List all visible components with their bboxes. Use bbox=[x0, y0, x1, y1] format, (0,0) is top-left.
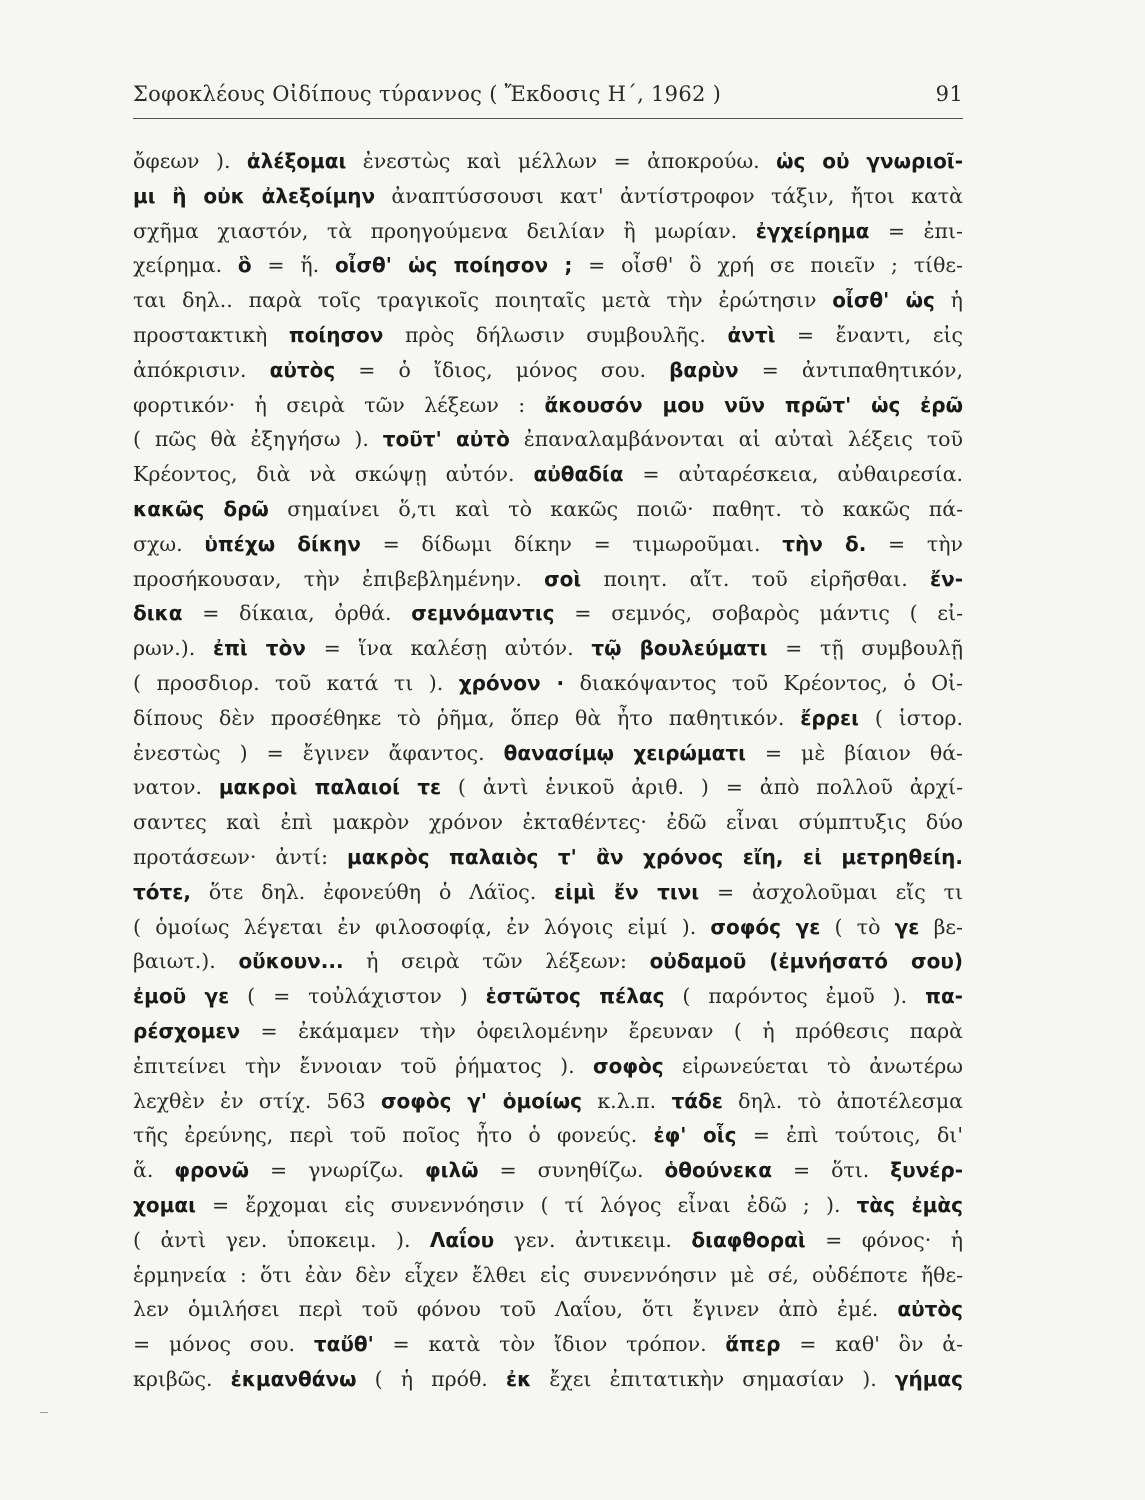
text-line bbox=[133, 1292, 963, 1327]
lemma: σοφός γε bbox=[710, 914, 821, 939]
text-line bbox=[133, 144, 963, 179]
lemma: σοφὸς bbox=[593, 1053, 664, 1078]
gloss: = ἀντιπαθητικόν, bbox=[738, 357, 963, 382]
text-line bbox=[133, 283, 963, 318]
gloss: ἡ σειρὰ τῶν λέξεων: bbox=[343, 949, 650, 974]
lemma: ὁθούνεκα bbox=[664, 1158, 772, 1183]
lemma: ἀλέξομαι bbox=[246, 149, 347, 173]
text-line bbox=[133, 631, 963, 666]
text-line bbox=[133, 1188, 963, 1223]
gloss: ( προσδιορ. τοῦ κατά τι ). bbox=[133, 670, 459, 695]
lemma: χρόνον · bbox=[458, 670, 565, 695]
gloss: ( ὁμοίως λέγεται ἐν φιλοσοφίᾳ, ἐν λόγοις εἰμί ). bbox=[133, 914, 711, 939]
lemma: εἰμὶ ἔν τινι bbox=[554, 879, 700, 904]
lemma: ἐκ bbox=[505, 1366, 532, 1391]
text-line bbox=[133, 805, 963, 840]
text-line bbox=[133, 596, 963, 631]
lemma: ποίησον bbox=[288, 322, 384, 347]
gloss: = ἐπὶ τούτοις, δι' bbox=[736, 1123, 963, 1148]
text-line bbox=[133, 1049, 963, 1084]
lemma: οὐδαμοῦ (ἐμνήσατό σου) bbox=[649, 949, 963, 974]
gloss: = ἵνα καλέσῃ αὐτόν. bbox=[305, 636, 592, 661]
gloss: = καθ' ὃν ἀ- bbox=[780, 1332, 963, 1357]
lemma: τάδε bbox=[671, 1088, 723, 1113]
gloss: = τῇ συμβουλῇ bbox=[767, 636, 963, 661]
gloss: ρων.). bbox=[133, 636, 213, 661]
gloss: ἀναπτύσσουσι κατ' ἀντίστροφον τάξιν, ἤτοι κατὰ bbox=[375, 183, 963, 208]
gloss: = ἥ. bbox=[251, 253, 335, 278]
text-line bbox=[133, 736, 963, 771]
lemma: σοὶ bbox=[544, 566, 582, 591]
lemma: οἶσθ' ὡς ποίησον ; bbox=[334, 253, 573, 278]
gloss: προτάσεων· ἀντί: bbox=[133, 844, 347, 869]
gloss: προσήκουσαν, τὴν ἐπιβεβλημένην. bbox=[133, 566, 545, 591]
gloss: ( παρόντος ἐμοῦ ). bbox=[664, 984, 926, 1009]
lemma: τὴν δ. bbox=[782, 531, 867, 556]
gloss: = ἐπι- bbox=[869, 218, 963, 243]
gloss: ( τὸ bbox=[820, 914, 895, 939]
gloss: σχω. bbox=[133, 531, 205, 556]
text-line bbox=[133, 562, 963, 597]
gloss: τῆς ἐρεύνης, περὶ τοῦ ποῖος ἦτο ὁ φονεύς. bbox=[133, 1123, 654, 1148]
text-line bbox=[133, 875, 963, 910]
gloss: ( ἱστορ. bbox=[858, 705, 963, 730]
gloss: φορτικόν· ἡ σειρὰ τῶν λέξεων : bbox=[133, 392, 545, 417]
text-line bbox=[133, 944, 963, 979]
lemma: ἅπερ bbox=[725, 1332, 781, 1357]
gloss: ἐνεστὼς καὶ μέλλων = ἀποκρούω. bbox=[346, 149, 777, 173]
gloss: ἐπαναλαμβάνονται αἱ αὐταὶ λέξεις τοῦ bbox=[509, 427, 963, 452]
gloss: = σεμνός, σοβαρὸς μάντις ( εἰ- bbox=[554, 601, 963, 626]
gloss: γεν. ἀντικειμ. bbox=[494, 1227, 692, 1252]
gloss: βαιωτ.). bbox=[133, 949, 239, 974]
text-line bbox=[133, 1258, 963, 1293]
gloss: κριβῶς. bbox=[133, 1366, 231, 1391]
gloss: = ὅτι. bbox=[771, 1158, 891, 1183]
gloss: ὅτε δηλ. ἐφονεύθη ὁ Λάϊος. bbox=[191, 879, 555, 904]
gloss: ( πῶς θὰ ἐξηγήσω ). bbox=[133, 427, 383, 452]
lemma: αὐτὸς bbox=[897, 1297, 963, 1322]
gloss: ( = τοὐλάχιστον ) bbox=[229, 984, 486, 1009]
gloss: = ἔρχομαι εἰς συνεννόησιν ( τί λόγος εἶναι ἐδῶ ; ). bbox=[195, 1192, 857, 1217]
lemma: χομαι bbox=[133, 1192, 196, 1217]
lemma: βαρὺν bbox=[669, 357, 739, 382]
gloss: εἰρωνεύεται τὸ ἀνωτέρω bbox=[663, 1053, 963, 1078]
gloss: ὄφεων ). bbox=[133, 149, 247, 173]
lemma: οἶσθ' ὡς bbox=[832, 288, 935, 313]
lemma: ἔν- bbox=[929, 566, 963, 591]
text-line bbox=[133, 840, 963, 875]
text-line bbox=[133, 318, 963, 353]
lemma: ἐφ' οἷς bbox=[653, 1123, 737, 1148]
gloss: = ἔναντι, εἰς bbox=[775, 322, 963, 347]
text-line bbox=[133, 1084, 963, 1119]
gloss: νατον. bbox=[133, 775, 219, 800]
gloss: ἑρμηνεία : ὅτι ἐὰν δὲν εἶχεν ἔλθει εἰς συνεννόησιν μὲ σέ, οὐδέποτε ἤθε- bbox=[133, 1262, 963, 1287]
gloss: δηλ. τὸ ἀποτέλεσμα bbox=[722, 1088, 963, 1113]
lemma: τὰς ἐμὰς bbox=[856, 1192, 963, 1217]
lemma: γήμας bbox=[894, 1366, 963, 1391]
gloss: σχῆμα χιαστόν, τὰ προηγούμενα δειλίαν ἢ μωρίαν. bbox=[133, 218, 756, 243]
gloss: ται δηλ.. παρὰ τοῖς τραγικοῖς ποιηταῖς μετὰ τὴν ἐρώτησιν bbox=[133, 288, 833, 313]
page-number: 91 bbox=[935, 82, 963, 106]
lemma: ξυνέρ- bbox=[890, 1158, 963, 1183]
gloss: = φόνος· ἡ bbox=[805, 1227, 963, 1252]
lemma: ἐγχείρημα bbox=[755, 218, 870, 243]
lemma: ὑπέχω δίκην bbox=[204, 531, 361, 556]
lemma: ἔρρει bbox=[800, 705, 859, 730]
gloss: ( ἡ πρόθ. bbox=[356, 1366, 506, 1391]
gloss: = δίδωμι δίκην = τιμωροῦμαι. bbox=[360, 531, 783, 556]
text-line bbox=[133, 666, 963, 701]
commentary-text bbox=[133, 144, 963, 1397]
lemma: οὔκουν... bbox=[238, 949, 344, 974]
text-line bbox=[133, 1014, 963, 1049]
gloss: πρὸς δήλωσιν συμβουλῆς. bbox=[383, 322, 728, 347]
gloss: = δίκαια, ὀρθά. bbox=[182, 601, 412, 626]
text-line bbox=[133, 701, 963, 736]
gloss: ( ἀντὶ γεν. ὑποκειμ. ). bbox=[133, 1227, 430, 1252]
header-rule bbox=[133, 118, 963, 119]
gloss: = μὲ βίαιον θά- bbox=[745, 740, 963, 765]
gloss: = ἐκάμαμεν τὴν ὀφειλομένην ἔρευναν ( ἡ πρόθεσις παρὰ bbox=[240, 1018, 963, 1043]
gloss: ἐπιτείνει τὴν ἔννοιαν τοῦ ῥήματος ). bbox=[133, 1053, 593, 1078]
gloss: σημαίνει ὅ,τι καὶ τὸ κακῶς ποιῶ· παθητ. τὸ κακῶς πά- bbox=[268, 496, 963, 521]
lemma: μι ἢ οὐκ ἀλεξοίμην bbox=[133, 183, 376, 208]
gloss: ἐνεστὼς ) = ἔγινεν ἄφαντος. bbox=[133, 740, 504, 765]
lemma: θανασίμῳ χειρώματι bbox=[503, 740, 746, 765]
gloss: βε- bbox=[919, 914, 963, 939]
gloss: ἅ. bbox=[133, 1158, 175, 1183]
gloss: λεν ὁμιλήσει περὶ τοῦ φόνου τοῦ Λαΐου, ὅτι ἔγινεν ἀπὸ ἐμέ. bbox=[133, 1297, 898, 1322]
lemma: φιλῶ bbox=[425, 1158, 479, 1183]
lemma: ἐπὶ τὸν bbox=[212, 636, 306, 661]
gloss: προστακτικὴ bbox=[133, 322, 289, 347]
gloss: ἀπόκρισιν. bbox=[133, 357, 270, 382]
gloss: κ.λ.π. bbox=[582, 1088, 672, 1113]
text-line bbox=[133, 353, 963, 388]
gloss: = ὁ ἴδιος, μόνος σου. bbox=[335, 357, 670, 382]
lemma: ἐμοῦ γε bbox=[133, 984, 230, 1009]
lemma: κακῶς δρῶ bbox=[133, 496, 269, 521]
lemma: διαφθοραὶ bbox=[691, 1227, 806, 1252]
gloss: χείρημα. bbox=[133, 253, 238, 278]
lemma: μακροὶ παλαιοί τε bbox=[218, 775, 442, 800]
lemma: ταὔθ' bbox=[313, 1332, 374, 1357]
gloss: ἔχει ἐπιτατικὴν σημασίαν ). bbox=[531, 1366, 895, 1391]
gloss: ποιητ. αἴτ. τοῦ εἰρῆσθαι. bbox=[581, 566, 930, 591]
text-line bbox=[133, 457, 963, 492]
lemma: τῷ βουλεύματι bbox=[591, 636, 768, 661]
gloss: σαντες καὶ ἐπὶ μακρὸν χρόνον ἐκταθέντες· ἐδῶ εἶναι σύμπτυξις δύο bbox=[133, 810, 963, 835]
text-line bbox=[133, 1223, 963, 1258]
text-line bbox=[133, 527, 963, 562]
text-line bbox=[133, 248, 963, 283]
text-line bbox=[133, 1362, 963, 1397]
text-line bbox=[133, 979, 963, 1014]
gloss: = γνωρίζω. bbox=[249, 1158, 426, 1183]
text-line bbox=[133, 1118, 963, 1153]
gloss: διακόψαντος τοῦ Κρέοντος, ὁ Οἰ- bbox=[564, 670, 963, 695]
gloss: = οἶσθ' ὃ χρή σε ποιεῖν ; τίθε- bbox=[572, 253, 963, 278]
lemma: αὐτὸς bbox=[269, 357, 336, 382]
text-line bbox=[133, 492, 963, 527]
margin-mark bbox=[40, 1412, 48, 1413]
text-line bbox=[133, 214, 963, 249]
lemma: τοῦτ' αὐτὸ bbox=[382, 427, 510, 452]
lemma: τότε, bbox=[133, 879, 191, 904]
running-title: Σοφοκλέους Οἰδίπους τύραννος ( Ἔκδοσις Η΄, 1962 ) bbox=[133, 82, 722, 106]
lemma: ἄκουσόν μου νῦν πρῶτ' ὡς ἐρῶ bbox=[544, 392, 963, 417]
lemma: μακρὸς παλαιὸς τ' ἂν χρόνος εἴη, εἰ μετρηθείη. bbox=[347, 844, 963, 869]
lemma: φρονῶ bbox=[174, 1158, 250, 1183]
lemma: αὐθαδία bbox=[533, 462, 624, 487]
gloss: Κρέοντος, διὰ νὰ σκώψῃ αὐτόν. bbox=[133, 462, 534, 487]
gloss: = συνηθίζω. bbox=[478, 1158, 665, 1183]
lemma: ἀντὶ bbox=[727, 322, 776, 347]
text-line bbox=[133, 422, 963, 457]
lemma: γε bbox=[894, 914, 920, 939]
text-line bbox=[133, 770, 963, 805]
lemma: ἑστῶτος πέλας bbox=[485, 984, 665, 1009]
lemma: ὡς οὐ γνωριοῖ- bbox=[776, 149, 963, 173]
text-line bbox=[133, 388, 963, 423]
running-head bbox=[133, 82, 963, 112]
text-line bbox=[133, 179, 963, 214]
gloss: = μόνος σου. bbox=[133, 1332, 314, 1357]
text-line bbox=[133, 910, 963, 945]
gloss: ( ἀντὶ ἑνικοῦ ἀριθ. ) = ἀπὸ πολλοῦ ἀρχί- bbox=[441, 775, 963, 800]
lemma: Λαΐου bbox=[429, 1227, 495, 1252]
lemma: ἐκμανθάνω bbox=[230, 1366, 357, 1391]
gloss: = ἀσχολοῦμαι εἴς τι bbox=[699, 879, 963, 904]
text-line bbox=[133, 1153, 963, 1188]
gloss: δίπους δὲν προσέθηκε τὸ ῥῆμα, ὅπερ θὰ ἦτο παθητικόν. bbox=[133, 705, 801, 730]
gloss: = κατὰ τὸν ἴδιον τρόπον. bbox=[373, 1332, 726, 1357]
lemma: ρέσχομεν bbox=[133, 1018, 241, 1043]
lemma: σοφὸς γ' ὁμοίως bbox=[380, 1088, 583, 1113]
text-line bbox=[133, 1327, 963, 1362]
gloss: = τὴν bbox=[866, 531, 963, 556]
lemma: σεμνόμαντις bbox=[411, 601, 555, 626]
gloss: ἡ bbox=[934, 288, 963, 313]
lemma: πα- bbox=[925, 984, 963, 1009]
lemma: ὃ bbox=[237, 253, 252, 278]
gloss: = αὐταρέσκεια, αὐθαιρεσία. bbox=[623, 462, 963, 487]
lemma: δικα bbox=[133, 601, 183, 626]
gloss: λεχθὲν ἐν στίχ. 563 bbox=[133, 1088, 381, 1113]
